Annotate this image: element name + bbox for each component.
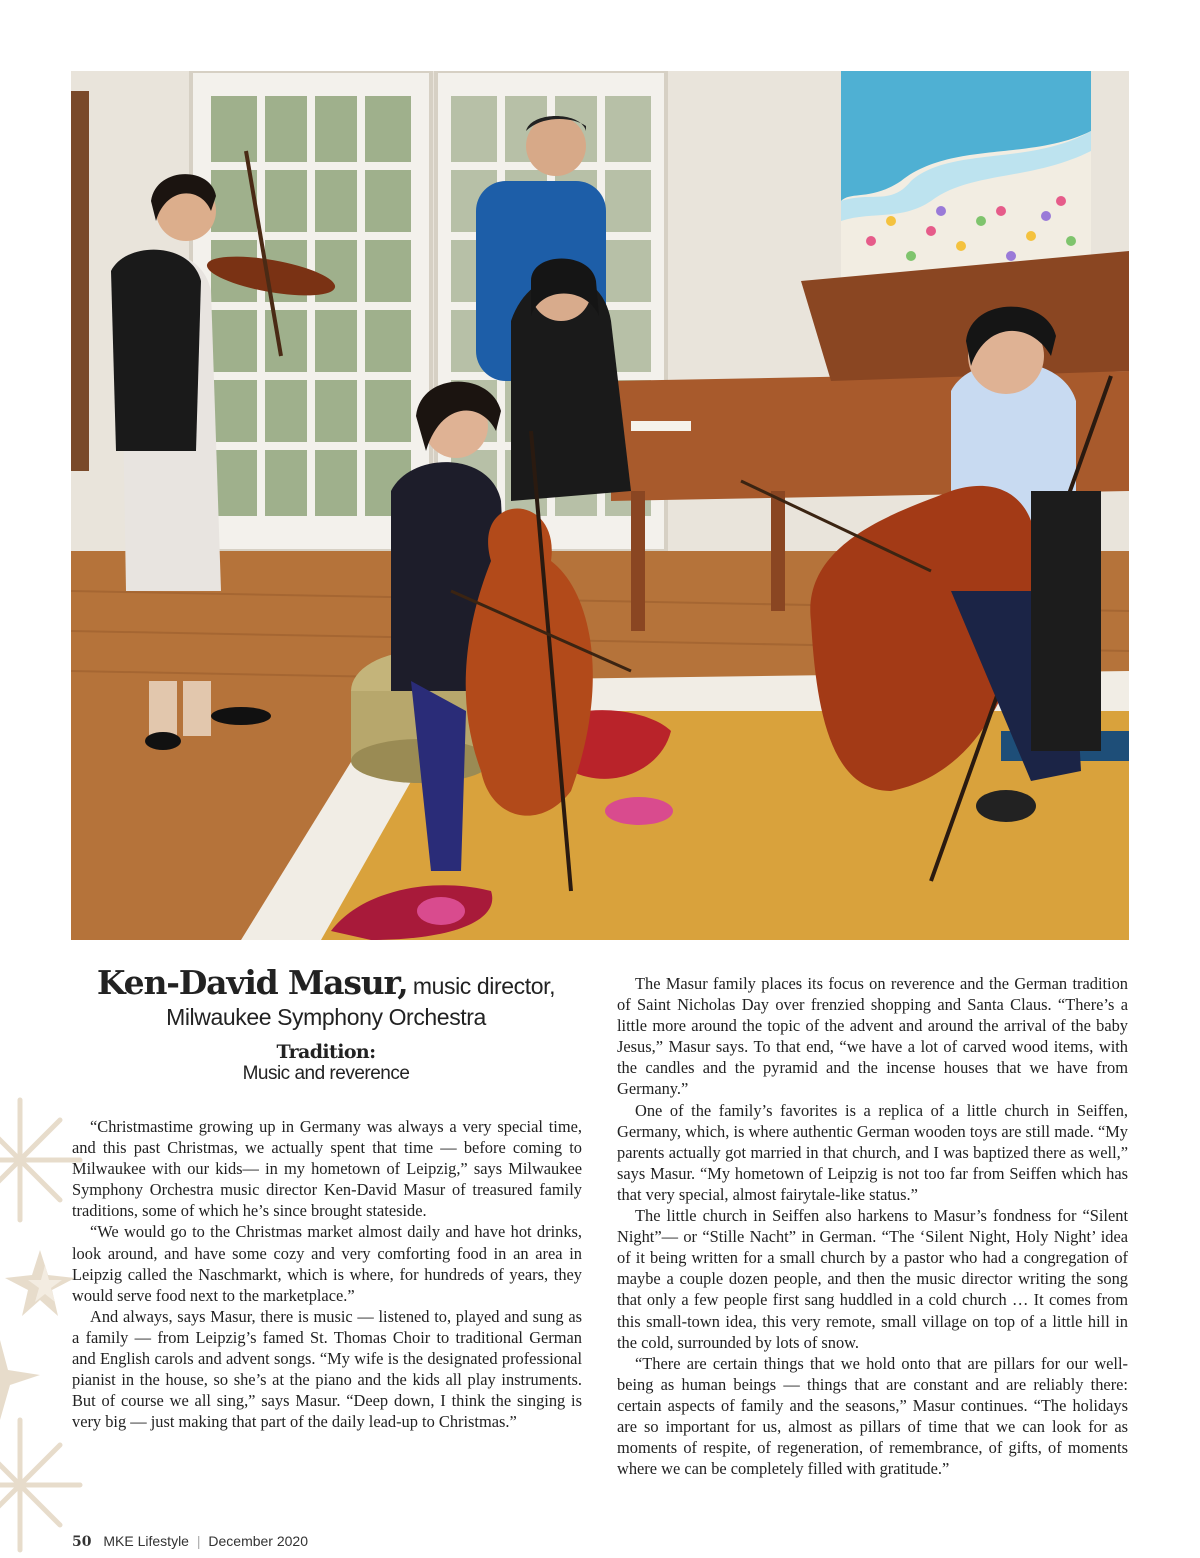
- organization-name: Milwaukee Symphony Orchestra: [166, 1004, 486, 1030]
- issue-date: December 2020: [208, 1533, 309, 1549]
- paragraph: “There are certain things that we hold onto that are pillars for our well-being as human beings — things that are constant and are reliably there: certain aspects of family and the seasons,” Masur continues. “The holidays are so important for us, almost as pillars of time that we can look for as moments of respite, of regeneration, of remembrance, of gifts, of moments where we can be completely filled with gratitude.”: [617, 1353, 1128, 1479]
- person-name: Ken-David Masur,: [96, 963, 408, 1002]
- paragraph: And always, says Masur, there is music — listened to, played and sung as a family — from Leipzig’s famed St. Thomas Choir to traditional German and English carols and advent songs. “My wife is the designated professional pianist in the house, so she’s at the piano and the kids all play instruments. But of course we all sing,” says Masur. “Deep down, I think the singing is very big — just making that part of the daily lead-up to Christmas.”: [72, 1306, 582, 1432]
- family-photo: [71, 71, 1129, 940]
- article-column-left: [72, 1116, 582, 1432]
- publication-name: MKE Lifestyle: [103, 1533, 189, 1549]
- paragraph: “We would go to the Christmas market almost daily and have hot drinks, look around, and have some cozy and very comforting food in an area in Leipzig called the Naschmarkt, which is where, for hundreds of years, they would serve food next to the marketplace.”: [72, 1222, 582, 1305]
- beach-painting: [841, 71, 1091, 281]
- family-music-scene: [71, 71, 1129, 940]
- paragraph: The Masur family places its focus on reverence and the German tradition of Saint Nicholas Day over frenzied shopping and Santa Claus. “There’s a little more around the topic of the advent and around the arrival of the baby Jesus,” Masur says. To that end, “we have a lot of carved wood items, with the candles and the pyramid and the incense houses that we have from Germany.”: [617, 974, 1128, 1099]
- tradition-label: Tradition:: [276, 1041, 376, 1063]
- footer-separator: |: [196, 1533, 201, 1549]
- page-footer: [72, 1533, 308, 1550]
- paragraph: “Christmastime growing up in Germany was always a very special time, and this past Christmas, we actually spent that time — before coming to Milwaukee with our kids— in my hometown of Leipzig,” says Milwaukee Symphony Orchestra music director Ken-David Masur of treasured family traditions, some of which he’s since brought stateside.: [72, 1117, 582, 1221]
- paragraph: The little church in Seiffen also harkens to Masur’s fondness for “Silent Night”— or “Stille Nacht” in German. “The ‘Silent Night, Holy Night’ idea of it being written for a small church by a pastor who had a congregation of maybe a couple dozen people, and then the music director writing the song that only a few people first sang huddled in a cold church … It comes from this small-town idea, this very remote, small village on top of a little hill in the cold, surrounded by lots of snow.: [617, 1206, 1128, 1352]
- tradition-text: Music and reverence: [242, 1063, 410, 1084]
- person-role: music director,: [412, 973, 556, 999]
- article-headline: [71, 963, 581, 1085]
- article-column-right: [617, 973, 1128, 1479]
- paragraph: One of the family’s favorites is a replica of a little church in Seiffen, Germany, which, is where authentic German wooden toys are still made. “My parents actually got married in that church, and I was baptized there as well,” says Masur. “My hometown of Leipzig is not too far from Seiffen which has that very special, almost fairytale-like status.”: [617, 1100, 1128, 1204]
- page-number: 50: [72, 1534, 92, 1550]
